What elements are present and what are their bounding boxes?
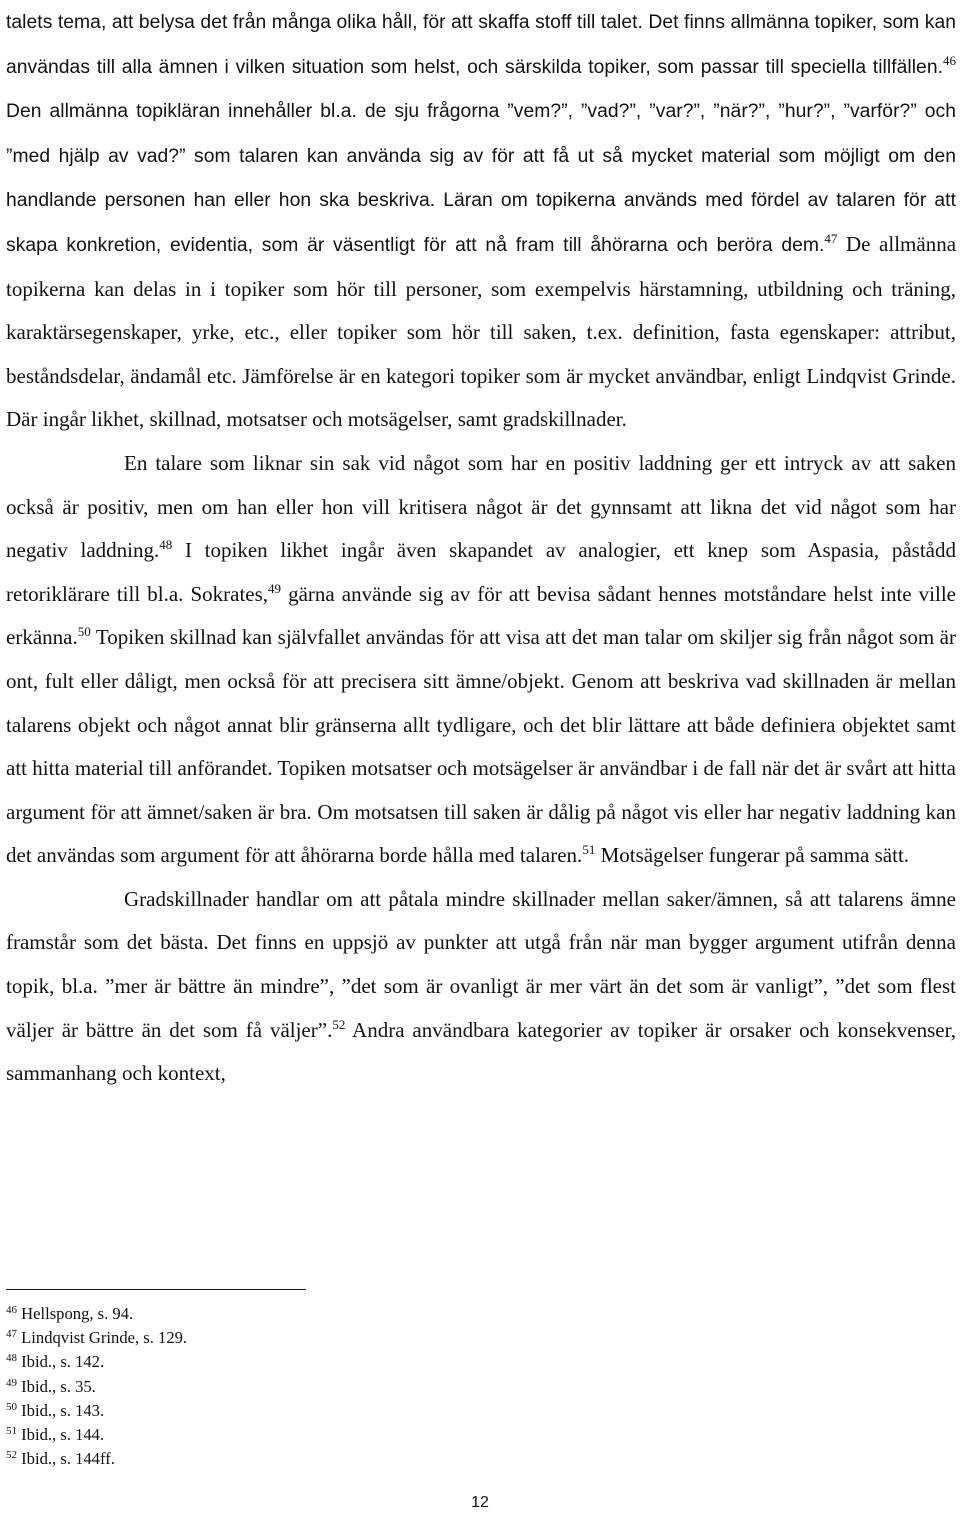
footnote-ref: 52 — [332, 1016, 346, 1032]
paragraph-text: gärna använde sig av för att bevisa sådant hennes motståndare helst inte ville erkänna. — [6, 581, 957, 650]
footnote-item — [6, 1350, 606, 1374]
paragraph-text: Motsägelser fungerar på samma sätt. — [595, 843, 910, 868]
footnote-item — [6, 1302, 606, 1326]
footnote-text: Ibid., s. 143. — [17, 1400, 105, 1420]
footnote-separator — [6, 1289, 306, 1290]
paragraph-2 — [6, 442, 956, 878]
footnote-number: 49 — [6, 1376, 17, 1389]
footnote-number: 46 — [6, 1304, 17, 1316]
footnote-ref: 46 — [943, 52, 956, 68]
paragraph-text: talets tema, att belysa det från många olika håll, för att skaffa stoff till talet. Det finns allmänna topiker, som kan användas till alla ämnen i vilken situation som helst, och särskilda topiker, som passar till speciella tillfällen. — [6, 12, 956, 78]
footnote-ref: 49 — [268, 580, 282, 596]
footnotes — [6, 1302, 606, 1471]
footnote-ref: 50 — [77, 624, 91, 640]
footnote-ref: 51 — [582, 842, 596, 858]
footnote-ref: 48 — [159, 537, 173, 553]
footnote-item — [6, 1375, 606, 1399]
footnote-text: Ibid., s. 144ff. — [17, 1449, 115, 1469]
footnote-number: 51 — [6, 1425, 17, 1438]
footnote-item — [6, 1326, 606, 1350]
paragraph-text: Andra användbara kategorier av topiker är orsaker och konsekvenser, sammanhang och kontext, — [6, 1017, 956, 1086]
footnote-number: 48 — [6, 1352, 17, 1365]
footnote-number: 50 — [6, 1400, 17, 1413]
footnote-item — [6, 1423, 606, 1447]
paragraph-text: En talare som liknar sin sak vid något som har en positiv laddning ger ett intryck av att saken också är positiv, men om han eller hon vill kritisera något är det gynnsamt att likna det vid något som har negativ laddning. — [6, 450, 956, 563]
paragraph-3 — [6, 878, 956, 1096]
paragraph-text: Topiken skillnad kan självfallet användas för att visa att det man talar om skiljer sig från något som är ont, fult eller dåligt, men också för att precisera sitt ämne/objekt. Genom att beskriva vad skillnaden är mellan talarens objekt och något annat blir gränserna allt tydligare, och det blir lättare att både definiera objektet samt att hitta material till anförandet. Topiken motsatser och motsägelser är användbar i de fall när det är svårt att hitta argument för att ämnet/saken är bra. Om motsatsen till saken är dålig på något vis eller har negativ laddning kan det användas som argument för att åhörarna borde hålla med talaren. — [6, 625, 956, 868]
body-text — [6, 0, 956, 1096]
paragraph-text: Gradskillnader handlar om att påtala mindre skillnader mellan saker/ämnen, så att talarens ämne framstår som det bästa. Det finns en uppsjö av punkter att utgå från när man bygger argument utifrån denna topik, bl.a. ”mer är bättre än mindre”, ”det som är ovanligt är mer värt än det som är vanligt”, ”det som flest väljer är bättre än det som få väljer”. — [6, 886, 956, 1042]
footnote-text: Ibid., s. 144. — [17, 1425, 105, 1445]
footnote-item — [6, 1399, 606, 1423]
paragraph-text: De allmänna topikerna kan delas in i topiker som hör till personer, som exempelvis härstamning, utbildning och träning, karaktärsegenskaper, yrke, etc., eller topiker som hör till saken, t.ex. definition, fasta egenskaper: attribut, beståndsdelar, ändamål etc. Jämförelse är en kategori topiker som är mycket användbar, enligt Lindqvist Grinde. Där ingår likhet, skillnad, motsatser och motsägelser, samt gradskillnader. — [6, 231, 957, 432]
paragraph-text: I topiken likhet ingår även skapandet av analogier, ett knep som Aspasia, påstådd retoriklärare till bl.a. Sokrates, — [6, 538, 956, 606]
footnote-text: Lindqvist Grinde, s. 129. — [17, 1328, 188, 1348]
footnote-number: 47 — [6, 1328, 17, 1341]
footnote-text: Ibid., s. 142. — [17, 1352, 105, 1372]
footnote-ref: 47 — [824, 230, 838, 246]
footnote-number: 52 — [6, 1449, 17, 1462]
footnote-text: Hellspong, s. 94. — [17, 1304, 134, 1323]
paragraph-text: Den allmänna topikläran innehåller bl.a. de sju frågorna ”vem?”, ”vad?”, ”var?”, ”när?”, ”hur?”, ”varför?” och ”med hjälp av vad?” som talaren kan använda sig av för att få ut så mycket material som möjligt om den handlande personen han eller hon ska beskriva. Läran om topikerna används med fördel av talaren för att skapa konkretion, evidentia, som är väsentligt för att nå fram till åhörarna och beröra dem. — [6, 101, 956, 256]
page-number: 12 — [471, 1494, 489, 1511]
footnote-item — [6, 1447, 606, 1471]
footnote-text: Ibid., s. 35. — [17, 1376, 96, 1396]
paragraph-1 — [6, 0, 956, 442]
